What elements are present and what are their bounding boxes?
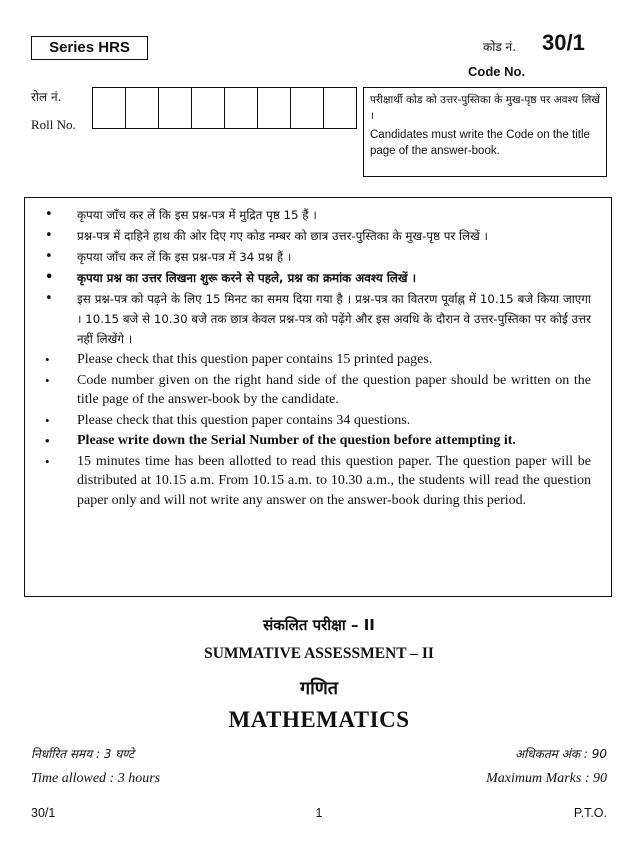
exam-title-hindi: संकलित परीक्षा – II bbox=[263, 616, 375, 634]
instruction-text: Code number given on the right hand side of the question paper should be written on the title page of the answer-book by the candidate. bbox=[77, 372, 591, 407]
bullet-icon: • bbox=[45, 207, 53, 222]
code-label-hindi: कोड नं. bbox=[483, 40, 517, 54]
instruction-text: Please check that this question paper contains 15 printed pages. bbox=[77, 352, 433, 367]
notice-english: Candidates must write the Code on the title page of the answer-book. bbox=[370, 129, 590, 157]
exam-title-english: SUMMATIVE ASSESSMENT – II bbox=[204, 645, 434, 662]
bullet-icon: • bbox=[45, 453, 50, 469]
instruction-item bbox=[45, 247, 591, 267]
roll-cell[interactable] bbox=[92, 87, 125, 129]
roll-cell[interactable] bbox=[224, 87, 257, 129]
instruction-item bbox=[45, 431, 591, 451]
instruction-text: Please check that this question paper contains 34 questions. bbox=[77, 412, 411, 428]
page-number: 1 bbox=[315, 806, 323, 820]
instruction-text: प्रश्न-पत्र में दाहिने हाथ की ओर दिए गए कोड नम्बर को छात्र उत्तर-पुस्तिका के मुख-पृष्ठ पर लिखें । bbox=[77, 229, 488, 243]
roll-label-hindi: रोल नं. bbox=[31, 90, 62, 104]
subject-english: MATHEMATICS bbox=[228, 707, 410, 732]
footer-code: 30/1 bbox=[31, 806, 56, 820]
bullet-icon: • bbox=[45, 412, 50, 428]
bullet-icon: • bbox=[45, 291, 53, 306]
roll-cell[interactable] bbox=[158, 87, 191, 129]
bullet-icon: • bbox=[45, 352, 50, 367]
time-allowed-hindi: निर्धारित समय : 3 घण्टे bbox=[31, 747, 135, 761]
roll-cell[interactable] bbox=[290, 87, 323, 129]
roll-label-english: Roll No. bbox=[31, 117, 76, 132]
max-marks-english: Maximum Marks : 90 bbox=[486, 771, 607, 786]
instruction-text: इस प्रश्न-पत्र को पढ़ने के लिए 15 मिनट का समय दिया गया है । प्रश्न-पत्र का वितरण पूर्वाह्न में 10.15 बजे किया जाएगा । 10.15 बजे से 10.30 बजे तक छात्र केवल प्रश्न-पत्र को पढ़ेंगे और इस अवधि के दौरान वे उत्तर-पुस्तिका पर कोई उत्तर नहीं लिखेंगे । bbox=[77, 292, 591, 346]
instruction-item bbox=[45, 226, 591, 246]
instruction-item bbox=[45, 289, 591, 349]
instruction-text: कृपया जाँच कर लें कि इस प्रश्न-पत्र में 34 प्रश्न हैं । bbox=[77, 250, 292, 264]
instruction-text: 15 minutes time has been allotted to read this question paper. The question paper will be distributed at 10.15 a.m. From 10.15 a.m. to 10.30 a.m., the students will read the question paper only and will not write any answer on the answer-book during this period. bbox=[77, 453, 591, 508]
subject-hindi: गणित bbox=[299, 678, 339, 699]
instruction-item bbox=[45, 452, 591, 511]
roll-cell[interactable] bbox=[323, 87, 357, 129]
instruction-item bbox=[45, 268, 591, 288]
roll-cell[interactable] bbox=[257, 87, 290, 129]
notice-hindi: परीक्षार्थी कोड को उत्तर-पुस्तिका के मुख-पृष्ठ पर अवश्य लिखें । bbox=[370, 94, 600, 122]
series-label: Series HRS bbox=[31, 36, 148, 60]
roll-cell[interactable] bbox=[125, 87, 158, 129]
bullet-icon: • bbox=[45, 228, 53, 243]
instruction-text: कृपया जाँच कर लें कि इस प्रश्न-पत्र में मुद्रित पृष्ठ 15 हैं । bbox=[77, 208, 317, 222]
code-label-english: Code No. bbox=[468, 64, 526, 79]
instructions-list bbox=[45, 205, 591, 510]
instruction-item bbox=[45, 350, 591, 370]
code-notice-box bbox=[363, 87, 607, 177]
roll-number-grid bbox=[92, 87, 357, 129]
instruction-item bbox=[45, 411, 591, 431]
bullet-icon: • bbox=[45, 372, 50, 388]
bullet-icon: • bbox=[45, 249, 53, 264]
bullet-icon: • bbox=[45, 433, 50, 448]
code-value: 30/1 bbox=[542, 30, 585, 55]
instruction-text: Please write down the Serial Number of the question before attempting it. bbox=[77, 433, 516, 448]
max-marks-hindi: अधिकतम अंक : 90 bbox=[514, 747, 607, 761]
bullet-icon: • bbox=[45, 270, 54, 285]
instruction-text: कृपया प्रश्न का उत्तर लिखना शुरू करने से पहले, प्रश्न का क्रमांक अवश्य लिखें । bbox=[77, 271, 417, 285]
pto-label: P.T.O. bbox=[573, 806, 607, 820]
roll-cell[interactable] bbox=[191, 87, 224, 129]
time-allowed-english: Time allowed : 3 hours bbox=[31, 771, 161, 786]
instructions-box bbox=[24, 197, 612, 597]
instruction-item bbox=[45, 205, 591, 225]
instruction-item bbox=[45, 371, 591, 410]
